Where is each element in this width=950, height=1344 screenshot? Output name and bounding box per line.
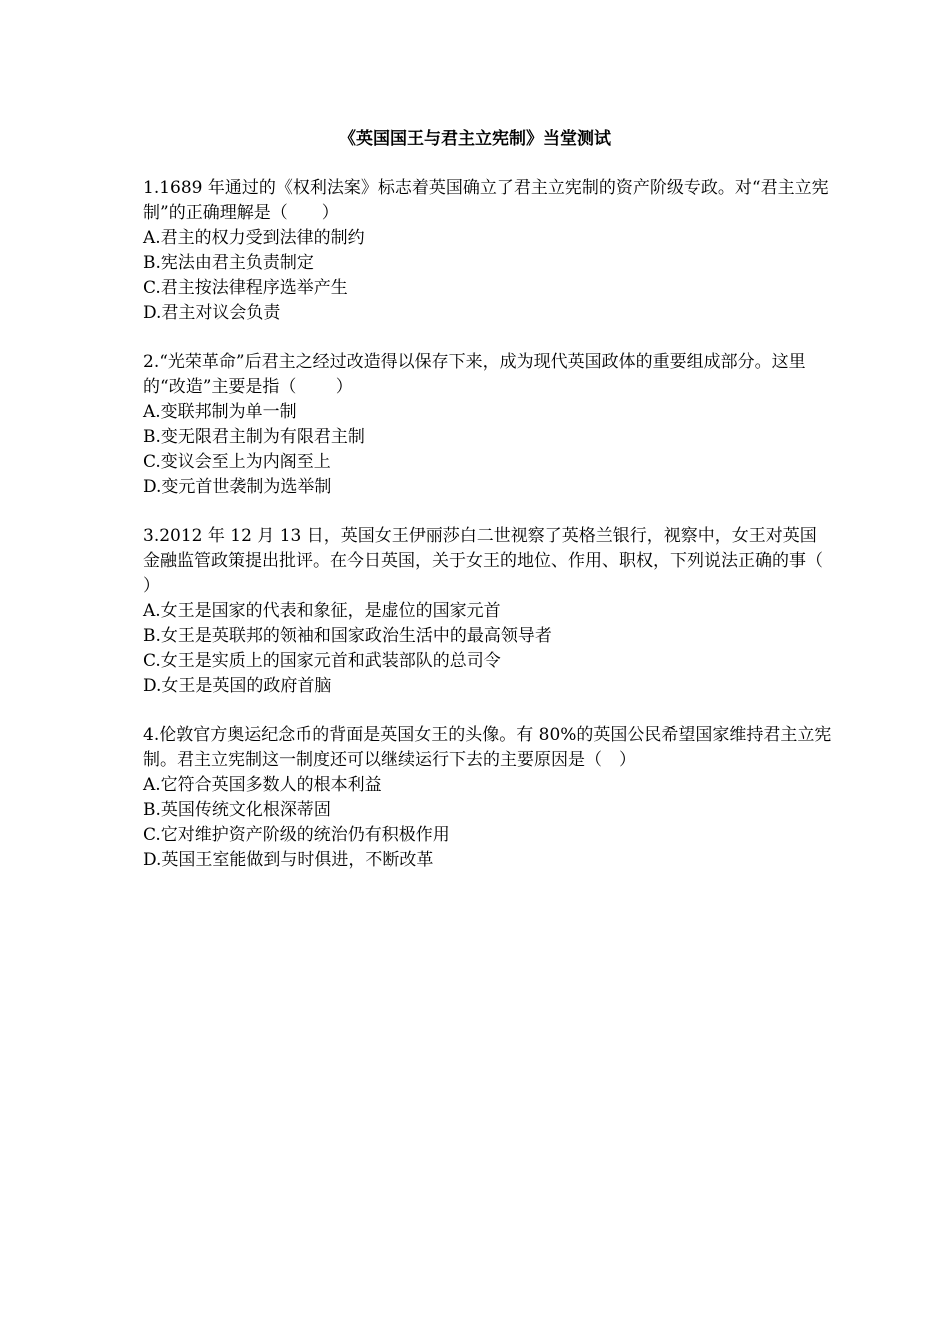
question-3 <box>143 524 863 699</box>
question-2 <box>143 350 833 500</box>
question-stem: 4.伦敦官方奥运纪念币的背面是英国女王的头像。有 80%的英国公民希望国家维持君主立宪制。君主立宪制这一制度还可以继续运行下去的主要原因是（ ） <box>143 725 832 770</box>
option-a: A.女王是国家的代表和象征，是虚位的国家元首 <box>143 601 501 621</box>
option-b: B.女王是英联邦的领袖和国家政治生活中的最高领导者 <box>143 626 552 646</box>
option-a: A.它符合英国多数人的根本利益 <box>143 775 382 795</box>
question-4 <box>143 723 833 873</box>
option-d: D.英国王室能做到与时俱进，不断改革 <box>143 850 434 870</box>
option-d: D.变元首世袭制为选举制 <box>143 477 332 497</box>
option-c: C.君主按法律程序选举产生 <box>143 278 348 298</box>
option-c: C.变议会至上为内阁至上 <box>143 452 331 472</box>
option-c: C.女王是实质上的国家元首和武装部队的总司令 <box>143 651 501 671</box>
question-stem: 1.1689 年通过的《权利法案》标志着英国确立了君主立宪制的资产阶级专政。对“君主立宪制”的正确理解是（ ） <box>143 178 829 223</box>
page-title: 《英国国王与君主立宪制》当堂测试 <box>339 129 611 149</box>
option-d: D.君主对议会负责 <box>143 303 281 323</box>
option-b: B.宪法由君主负责制定 <box>143 253 314 273</box>
option-a: A.君主的权力受到法律的制约 <box>143 228 365 248</box>
option-d: D.女王是英国的政府首脑 <box>143 676 332 696</box>
option-a: A.变联邦制为单一制 <box>143 402 297 422</box>
question-1 <box>143 176 833 326</box>
question-stem: 2.“光荣革命”后君主之经过改造得以保存下来，成为现代英国政体的重要组成部分。这里的“改造”主要是指（ ） <box>143 352 806 397</box>
option-b: B.英国传统文化根深蒂固 <box>143 800 331 820</box>
option-c: C.它对维护资产阶级的统治仍有积极作用 <box>143 825 450 845</box>
question-stem: 3.2012 年 12 月 13 日，英国女王伊丽莎白二世视察了英格兰银行，视察中，女王对英国金融监管政策提出批评。在今日英国，关于女王的地位、作用、职权，下列说法正确的事（ ） <box>143 526 863 596</box>
option-b: B.变无限君主制为有限君主制 <box>143 427 365 447</box>
